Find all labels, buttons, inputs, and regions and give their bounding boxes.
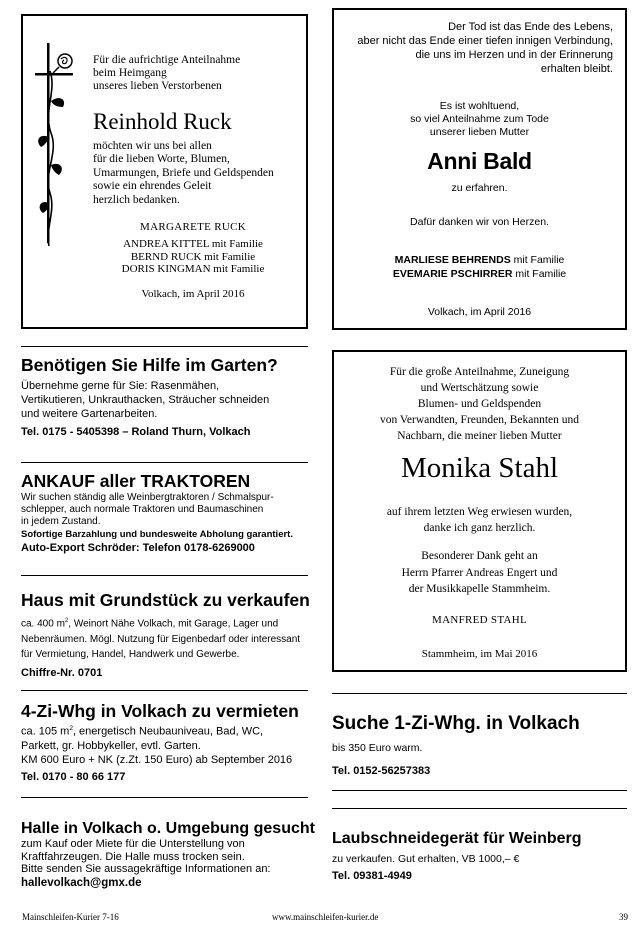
ad-contact: hallevolkach@gmx.de	[21, 876, 142, 889]
intro-line: beim Heimgang	[93, 67, 167, 79]
quote-line: erhalten bleibt.	[540, 63, 613, 75]
intro-line: so viel Anteilnahme zum Tode	[410, 113, 549, 125]
obituary-bald	[332, 8, 627, 330]
ad-title: Benötigen Sie Hilfe im Garten?	[21, 355, 278, 375]
after-name-text: zu erfahren.	[451, 182, 508, 194]
ad-text: ca. 105 m	[21, 725, 70, 738]
divider	[21, 462, 308, 463]
ad-laub	[332, 830, 582, 882]
ad-line: in jedem Zustand.	[21, 516, 101, 527]
ad-bold-line: Sofortige Barzahlung und bundesweite Abholung garantiert.	[21, 529, 293, 540]
deceased-name: Monika Stahl	[400, 452, 559, 484]
intro-line: und Wertschätzung sowie	[420, 382, 539, 394]
body-line: danke ich ganz herzlich.	[423, 522, 536, 534]
ad-text: , Weinort Nähe Volkach, mit Garage, Lager und	[68, 618, 279, 630]
ad-contact: Tel. 0170 - 80 66 177	[21, 770, 126, 783]
ad-line: KM 600 Euro + NK (z.Zt. 150 Euro) ab September 2016	[21, 753, 293, 766]
cross-rose-icon	[33, 41, 88, 266]
ad-title: ANKAUF aller TRAKTOREN	[21, 471, 251, 491]
ad-title: Haus mit Grundstück zu verkaufen	[21, 590, 310, 610]
divider	[21, 690, 308, 691]
deceased-name: Reinhold Ruck	[93, 109, 232, 134]
signer-line: ANDREA KITTEL mit Familie	[123, 238, 263, 250]
ad-line: Kraftfahrzeugen. Die Halle muss trocken sein.	[21, 850, 245, 863]
quote-line: aber nicht das Ende einer tiefen innigen Verbindung,	[357, 35, 613, 47]
intro-line: Es ist wohltuend,	[439, 100, 520, 112]
signer: MANFRED STAHL	[432, 614, 527, 626]
signer-suffix: mit Familie	[510, 254, 565, 266]
intro-line: Für die große Anteilnahme, Zuneigung	[389, 366, 570, 378]
divider	[332, 808, 627, 809]
ad-line: zum Kauf oder Miete für die Unterstellung von	[21, 838, 245, 850]
superscript: 2	[64, 618, 69, 624]
signer-main: MARGARETE RUCK	[140, 221, 246, 233]
ad-line	[21, 614, 310, 632]
special-thanks-line: der Musikkapelle Stammheim.	[408, 583, 551, 595]
superscript: 2	[69, 725, 73, 732]
quote-line: die uns im Herzen und in der Erinnerung	[415, 49, 613, 61]
body-line: für die lieben Worte, Blumen,	[93, 153, 230, 166]
ad-contact: Tel. 09381-4949	[332, 870, 412, 882]
ad-halle	[21, 820, 315, 889]
divider	[21, 797, 308, 798]
signer-line	[334, 267, 625, 281]
intro-line: unserer lieben Mutter	[429, 126, 530, 138]
special-thanks-line: Besonderer Dank geht an	[421, 550, 538, 562]
obituary-stahl	[332, 350, 627, 672]
signer-line: DORIS KINGMAN mit Familie	[121, 263, 265, 275]
place-date: Volkach, im April 2016	[427, 306, 532, 318]
intro-line: von Verwandten, Freunden, Bekannten und	[379, 414, 580, 426]
place-date: Stammheim, im Mai 2016	[421, 648, 538, 660]
intro-line: Für die aufrichtige Anteilnahme	[93, 54, 241, 66]
ad-title: Laubschneidegerät für Weinberg	[332, 830, 582, 847]
ad-line: Vertikutieren, Unkrauthacken, Sträucher schneiden	[21, 394, 270, 406]
quote-line: Der Tod ist das Ende des Lebens,	[448, 21, 613, 33]
divider	[332, 693, 627, 694]
ad-text: ca. 400 m	[21, 618, 65, 630]
ad-line: bis 350 Euro warm.	[332, 742, 423, 754]
signer-suffix: mit Familie	[512, 268, 567, 280]
ad-contact: Auto-Export Schröder: Telefon 0178-6269000	[21, 542, 255, 554]
page-number: 39	[619, 912, 628, 922]
deceased-name: Anni Bald	[427, 148, 532, 174]
body-line: Umarmungen, Briefe und Geldspenden	[93, 166, 274, 179]
divider	[21, 346, 308, 347]
ad-haus	[21, 590, 310, 679]
signer-line	[334, 253, 625, 267]
ad-title: 4-Zi-Whg in Volkach zu vermieten	[21, 701, 299, 721]
body-line: auf ihrem letzten Weg erwiesen wurden,	[386, 506, 573, 518]
ad-contact: Tel. 0152-56257383	[332, 765, 431, 777]
ad-line: zu verkaufen. Gut erhalten, VB 1000,– €	[332, 853, 520, 865]
ad-line: Parkett, gr. Hobbykeller, evtl. Garten.	[21, 739, 201, 752]
ad-text: , energetisch Neubauniveau, Bad, WC,	[72, 725, 264, 738]
ad-title: Halle in Volkach o. Umgebung gesucht	[21, 820, 315, 837]
intro-line: Nachbarn, die meiner lieben Mutter	[397, 430, 562, 442]
ad-whg4	[21, 701, 299, 783]
ad-traktoren	[21, 471, 293, 554]
ad-garten	[21, 355, 278, 438]
divider	[332, 790, 627, 791]
divider	[21, 575, 308, 576]
footer-url: www.mainschleifen-kurier.de	[272, 912, 379, 922]
place-date: Volkach, im April 2016	[141, 288, 245, 300]
body-line: möchten wir uns bei allen	[93, 140, 212, 152]
ad-title: Suche 1-Zi-Whg. in Volkach	[332, 713, 580, 734]
signer-name: MARLIESE BEHRENDS	[394, 254, 511, 266]
ad-line	[21, 722, 299, 739]
ad-contact: Tel. 0175 - 5405398 – Roland Thurn, Volkach	[21, 426, 251, 438]
obituary-ruck	[21, 14, 308, 329]
intro-line: Blumen- und Geldspenden	[417, 398, 542, 410]
ad-line: Übernehme gerne für Sie: Rasenmähen,	[21, 380, 220, 392]
ad-line: Bitte senden Sie aussagekräftige Informationen an:	[21, 863, 271, 875]
ad-contact: Chiffre-Nr. 0701	[21, 666, 103, 679]
ad-line: schlepper, auch normale Traktoren und Baumaschinen	[21, 504, 264, 515]
ad-line: Nebenräumen. Mögl. Nutzung für Eigenbedarf oder interessant	[21, 633, 301, 645]
special-thanks-line: Herrn Pfarrer Andreas Engert und	[401, 566, 558, 579]
signer-name: EVEMARIE PSCHIRRER	[392, 268, 513, 280]
ad-line: Wir suchen ständig alle Weinbergtraktoren / Schmalspur-	[21, 492, 274, 503]
thanks-text: Dafür danken wir von Herzen.	[410, 216, 549, 228]
signer-line: BERND RUCK mit Familie	[130, 250, 256, 263]
ad-line: und weitere Gartenarbeiten.	[21, 408, 158, 420]
ad-whg1	[332, 713, 580, 777]
intro-line: unseres lieben Verstorbenen	[93, 80, 222, 92]
footer-publication: Mainschleifen-Kurier 7-16	[22, 912, 119, 922]
ad-line: für Vermietung, Handel, Handwerk und Gewerbe.	[21, 649, 240, 661]
body-line: sowie ein ehrendes Geleit	[93, 180, 212, 193]
body-line: herzlich bedanken.	[93, 193, 180, 206]
